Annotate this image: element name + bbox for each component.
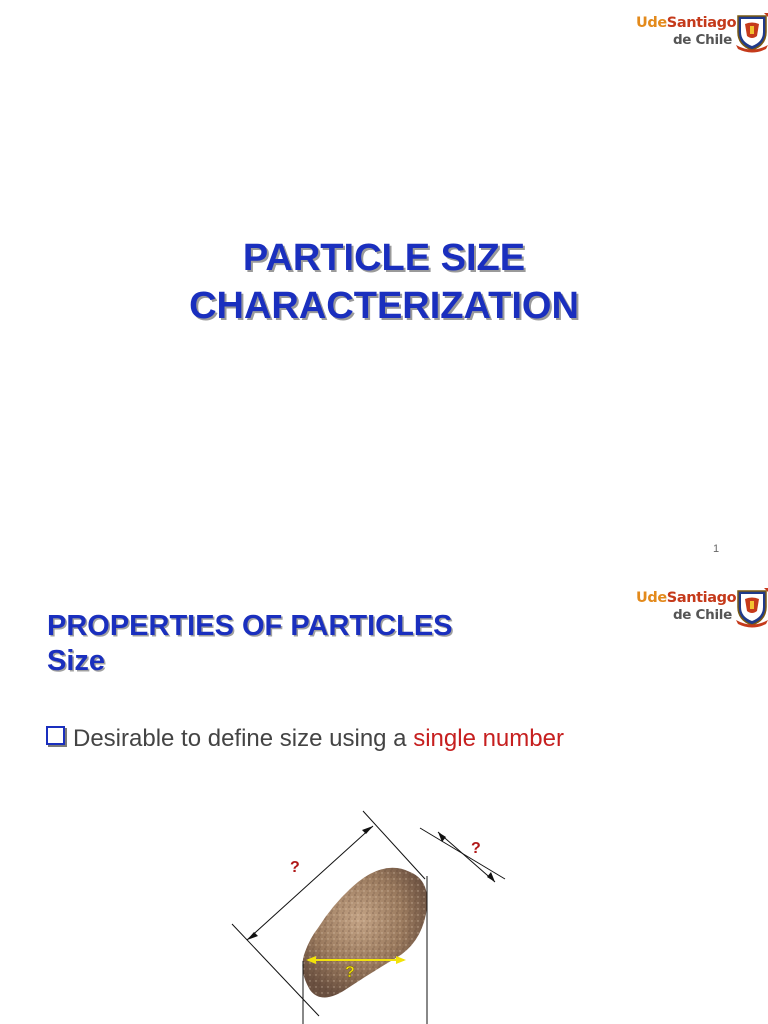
logo-ude: Ude: [636, 15, 667, 31]
diameter-question-mark: ?: [345, 964, 355, 981]
logo-de-chile: de Chile: [672, 607, 732, 623]
logo-de-chile: de Chile: [672, 32, 732, 48]
width-question-mark: ?: [471, 840, 481, 857]
logo-santiago: Santiago: [666, 590, 737, 606]
slide-title-line-1: PROPERTIES OF PARTICLES: [47, 610, 453, 642]
particle-shape: [302, 868, 427, 998]
logo-text: [636, 15, 737, 48]
title-line-2: CHARACTERIZATION: [189, 285, 579, 327]
logo-ude: Ude: [636, 590, 667, 606]
particle-size-diagram: [0, 576, 768, 1024]
logo-santiago: Santiago: [666, 15, 737, 31]
university-crest-icon: [735, 12, 768, 54]
bullet-text: Desirable to define size using a: [73, 725, 407, 752]
slide-title-line-2: Size: [47, 645, 106, 677]
slide-2: [0, 576, 768, 1024]
title-line-1: PARTICLE SIZE: [242, 237, 526, 279]
length-question-mark: ?: [290, 859, 300, 876]
university-logo: [636, 15, 768, 65]
presentation-title: [0, 234, 768, 330]
page-number: 1: [713, 543, 720, 555]
bullet-highlight: single number: [413, 725, 564, 752]
